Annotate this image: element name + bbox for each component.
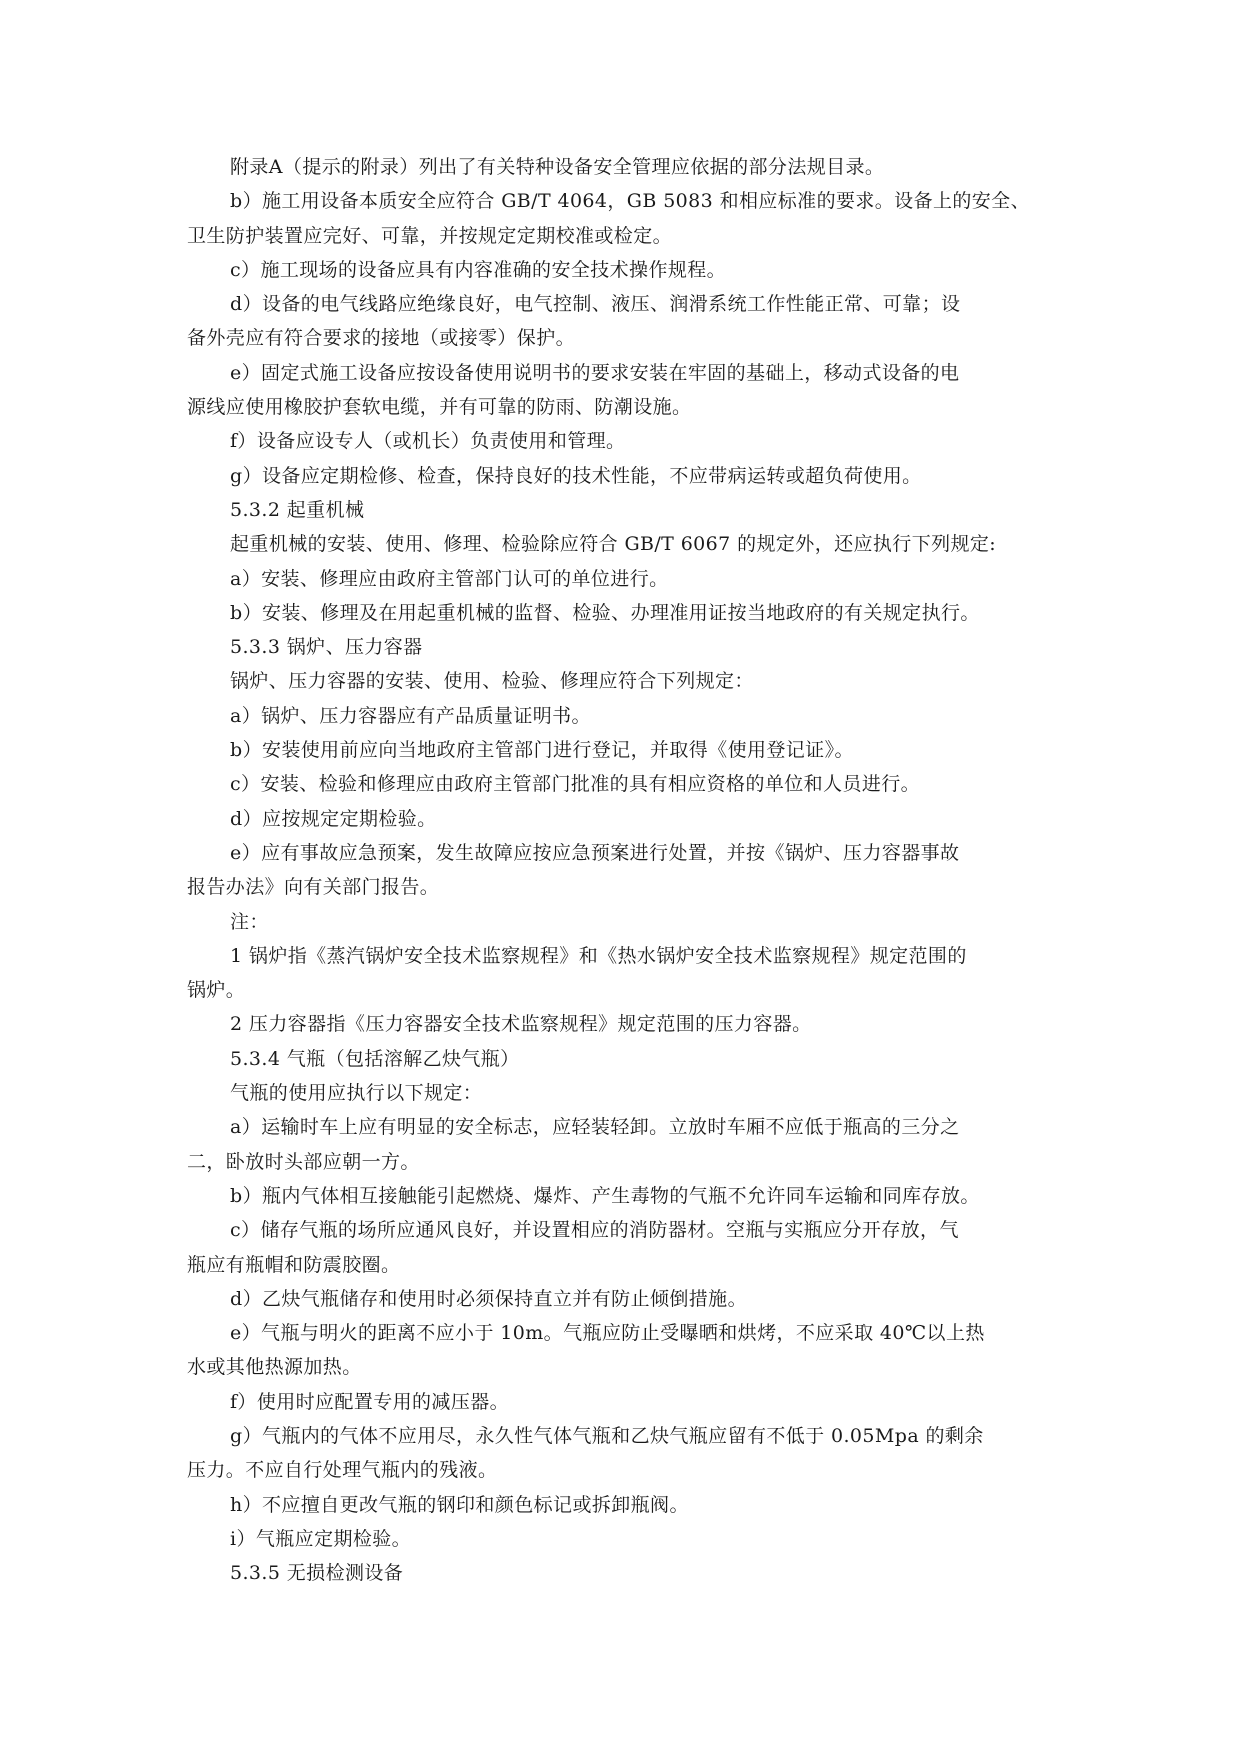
text-line: 卫生防护装置应完好、可靠，并按规定定期校准或检定。 — [187, 224, 673, 247]
text-line: 压力。不应自行处理气瓶内的残液。 — [187, 1459, 498, 1482]
text-line: b）施工用设备本质安全应符合 GB/T 4064，GB 5083 和相应标准的要求。设备上的安全、 — [230, 190, 1030, 213]
text-line: h）不应擅自更改气瓶的钢印和颜色标记或拆卸瓶阀。 — [230, 1493, 689, 1516]
text-line: g）气瓶内的气体不应用尽，永久性气体气瓶和乙炔气瓶应留有不低于 0.05Mpa 的剩余 — [230, 1424, 984, 1447]
text-line: b）瓶内气体相互接触能引起燃烧、爆炸、产生毒物的气瓶不允许同车运输和同库存放。 — [230, 1184, 980, 1207]
text-line: c）安装、检验和修理应由政府主管部门批准的具有相应资格的单位和人员进行。 — [230, 773, 921, 796]
text-line: e）固定式施工设备应按设备使用说明书的要求安装在牢固的基础上，移动式设备的电 — [230, 361, 960, 384]
text-line: a）安装、修理应由政府主管部门认可的单位进行。 — [230, 567, 669, 590]
text-line: c）储存气瓶的场所应通风良好，并设置相应的消防器材。空瓶与实瓶应分开存放，气 — [230, 1219, 959, 1242]
text-line: d）乙炔气瓶储存和使用时必须保持直立并有防止倾倒措施。 — [230, 1287, 747, 1310]
text-line: 附录A（提示的附录）列出了有关特种设备安全管理应依据的部分法规目录。 — [230, 156, 885, 178]
text-line: e）应有事故应急预案，发生故障应按应急预案进行处置，并按《锅炉、压力容器事故 — [230, 841, 960, 864]
text-line: 5.3.3 锅炉、压力容器 — [230, 636, 423, 659]
text-line: 1 锅炉指《蒸汽锅炉安全技术监察规程》和《热水锅炉安全技术监察规程》规定范围的 — [230, 944, 967, 967]
text-line: e）气瓶与明火的距离不应小于 10m。气瓶应防止受曝晒和烘烤，不应采取 40℃以上热 — [230, 1322, 985, 1345]
text-line: 源线应使用橡胶护套软电缆，并有可靠的防雨、防潮设施。 — [187, 396, 692, 419]
text-line: 锅炉、压力容器的安装、使用、检验、修理应符合下列规定： — [230, 670, 754, 693]
text-line: g）设备应定期检修、检查，保持良好的技术性能，不应带病运转或超负荷使用。 — [230, 464, 922, 487]
text-line: 2 压力容器指《压力容器安全技术监察规程》规定范围的压力容器。 — [230, 1013, 812, 1036]
text-line: 5.3.2 起重机械 — [230, 498, 365, 521]
text-line: d）应按规定定期检验。 — [230, 807, 437, 830]
text-line: 二，卧放时头部应朝一方。 — [187, 1150, 420, 1173]
text-line: b）安装使用前应向当地政府主管部门进行登记，并取得《使用登记证》。 — [230, 739, 854, 762]
text-line: f）设备应设专人（或机长）负责使用和管理。 — [230, 430, 626, 453]
text-line: i）气瓶应定期检验。 — [230, 1527, 412, 1550]
text-line: 水或其他热源加热。 — [187, 1356, 362, 1379]
text-line: 锅炉。 — [187, 979, 246, 1002]
text-line: 注： — [230, 910, 269, 933]
text-line: 气瓶的使用应执行以下规定： — [230, 1082, 483, 1105]
text-line: a）锅炉、压力容器应有产品质量证明书。 — [230, 704, 591, 727]
text-line: d）设备的电气线路应绝缘良好，电气控制、液压、润滑系统工作性能正常、可靠；设 — [230, 293, 961, 316]
text-line: b）安装、修理及在用起重机械的监督、检验、办理准用证按当地政府的有关规定执行。 — [230, 601, 980, 624]
text-line: 报告办法》向有关部门报告。 — [187, 876, 440, 899]
document-body — [187, 150, 1057, 1590]
text-line: 备外壳应有符合要求的接地（或接零）保护。 — [187, 327, 576, 350]
text-line: 瓶应有瓶帽和防震胶圈。 — [187, 1253, 401, 1276]
text-line: c）施工现场的设备应具有内容准确的安全技术操作规程。 — [230, 258, 727, 281]
text-line: f）使用时应配置专用的减压器。 — [230, 1390, 510, 1413]
text-line: 5.3.4 气瓶（包括溶解乙炔气瓶） — [230, 1047, 520, 1070]
text-line: 5.3.5 无损检测设备 — [230, 1562, 404, 1585]
text-line: 起重机械的安装、使用、修理、检验除应符合 GB/T 6067 的规定外，还应执行下列规定: — [230, 533, 997, 556]
text-line: a）运输时车上应有明显的安全标志，应轻装轻卸。立放时车厢不应低于瓶高的三分之 — [230, 1116, 960, 1139]
